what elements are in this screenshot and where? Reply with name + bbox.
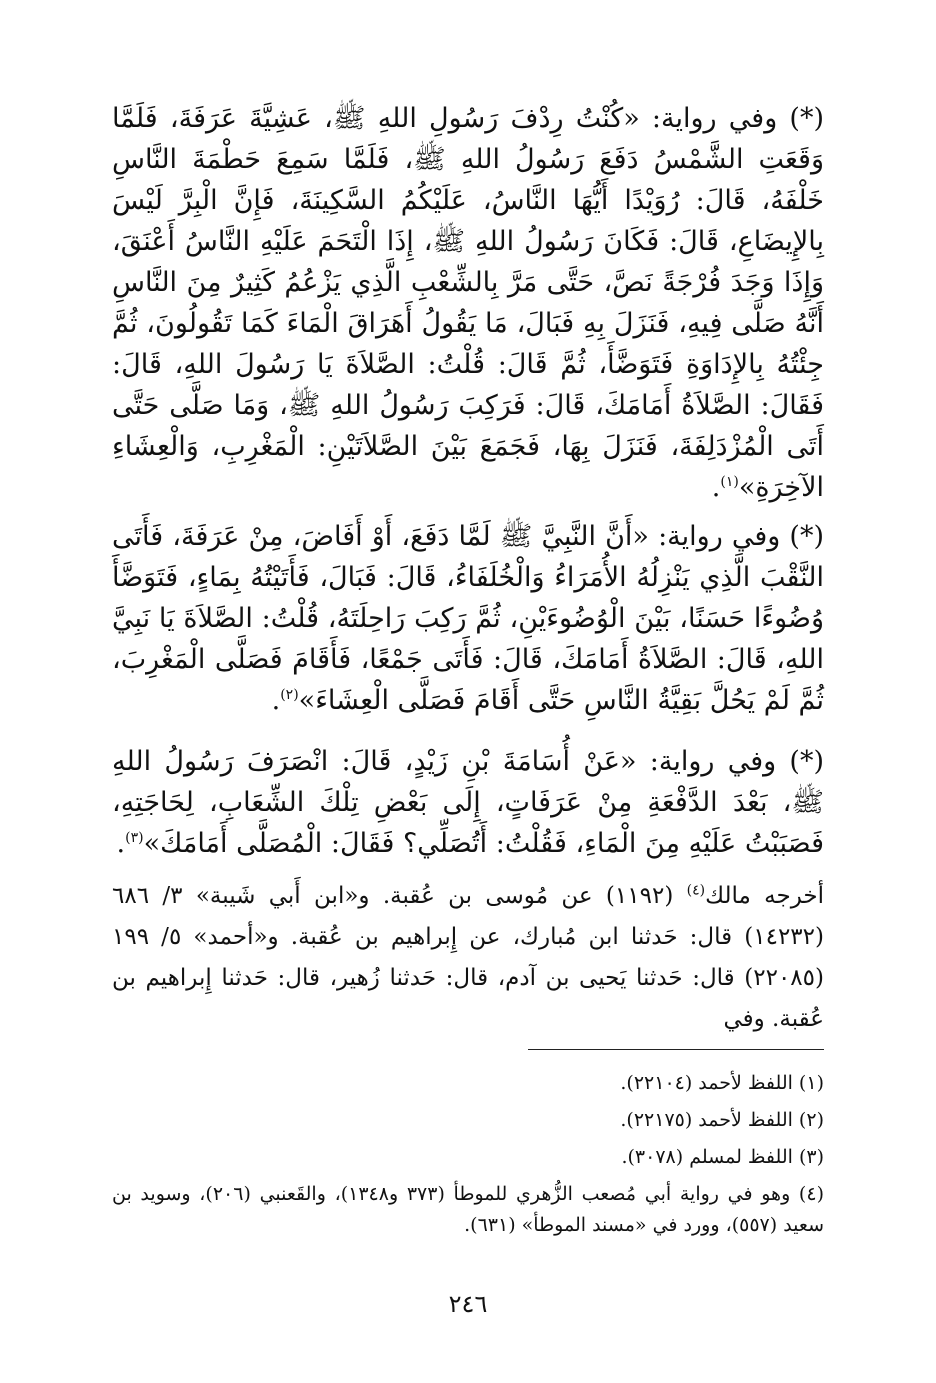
footnote-reference-3[interactable]: (٣) — [125, 830, 144, 846]
takhrij-text-rest: (١١٩٢) عن مُوسى بن عُقبة. و«ابن أَبي شَيبة» ٣/ ٦٨٦ (١٤٢٣٢) قال: حَدثنا ابن مُبارك، عن إِبراهيم بن عُقبة. و«أحمد» ٥/ ١٩٩ (٢٢٠٨٥) قال: حَدثنا يَحيى بن آدم، قال: حَدثنا زُهير، قال: حَدثنا إِبراهيم بن عُقبة. وفي — [112, 883, 824, 1032]
takhrij-paragraph — [112, 876, 824, 1040]
page-number: ٢٤٦ — [448, 1290, 488, 1318]
narration-text: (*) وفي رواية: «كُنْتُ رِدْفَ رَسُولِ اللهِ ﷺ، عَشِيَّةَ عَرَفَةَ، فَلَمَّا وَقَعَتِ الشَّمْسُ دَفَعَ رَسُولُ اللهِ ﷺ، فَلَمَّا سَمِعَ حَطْمَةَ النَّاسِ خَلْفَهُ، قَالَ: رُوَيْدًا أَيُّهَا النَّاسُ، عَلَيْكُمُ السَّكِينَةَ، فَإِنَّ الْبِرَّ لَيْسَ بِالإِيضَاعِ، قَالَ: فَكَانَ رَسُولُ اللهِ ﷺ، إِذَا الْتَحَمَ عَلَيْهِ النَّاسُ أَعْنَقَ، وَإِذَا وَجَدَ فُرْجَةً نَصَّ، حَتَّى مَرَّ بِالشِّعْبِ الَّذِي يَزْعُمُ كَثِيرٌ مِنَ النَّاسِ أَنَّهُ صَلَّى فِيهِ، فَنَزَلَ بِهِ فَبَالَ، مَا يَقُولُ أَهَرَاقَ الْمَاءَ كَمَا تَقُولُونَ، ثُمَّ جِئْتُهُ بِالإِدَاوَةِ فَتَوَضَّأَ، ثُمَّ قَالَ: قُلْتُ: الصَّلاَةَ يَا رَسُولَ اللهِ، قَالَ: فَقَالَ: الصَّلاَةُ أَمَامَكَ، قَالَ: فَرَكِبَ رَسُولُ اللهِ ﷺ، وَمَا صَلَّى حَتَّى أَتَى الْمُزْدَلِفَةَ، فَنَزَلَ بِهَا، فَجَمَعَ بَيْنَ الصَّلاَتَيْنِ: الْمَغْرِبِ، وَالْعِشَاءِ الآخِرَةِ» — [112, 103, 824, 503]
narration-paragraph-2: (*) وفي رواية: «أَنَّ النَّبِيَّ ﷺ لَمَّا دَفَعَ، أَوْ أَفَاضَ، مِنْ عَرَفَةَ، فَأَتَى النَّقْبَ الَّذِي يَنْزِلُهُ الأُمَرَاءُ وَالْخُلَفَاءُ، قَالَ: فَبَالَ، فَأَتَيْتُهُ بِمَاءٍ، فَتَوَضَّأَ وُضُوءًا حَسَنًا، بَيْنَ الْوُضُوءَيْنِ، ثُمَّ رَكِبَ رَاحِلَتَهُ، قُلْتُ: الصَّلاَةَ يَا نَبِيَّ اللهِ، قَالَ: الصَّلاَةُ أَمَامَكَ، قَالَ: فَأَتَى جَمْعًا، فَأَقَامَ فَصَلَّى الْمَغْرِبَ، ثُمَّ لَمْ يَحُلَّ بَقِيَّةُ النَّاسِ حَتَّى أَقَامَ فَصَلَّى الْعِشَاءَ»$^{(٢)}$. — [112, 521, 824, 716]
footnote-reference-1[interactable]: (١) — [720, 474, 739, 490]
footnote-2: (٢) اللفظ لأحمد (٢٢١٧٥). — [620, 1109, 824, 1131]
narration-paragraph-3: (*) وفي رواية: «عَنْ أُسَامَةَ بْنِ زَيْدٍ، قَالَ: انْصَرَفَ رَسُولُ اللهِ ﷺ، بَعْدَ الدَّفْعَةِ مِنْ عَرَفَاتٍ، إِلَى بَعْضِ تِلْكَ الشِّعَابِ، لِحَاجَتِهِ، فَصَبَبْتُ عَلَيْهِ مِنَ الْمَاءِ، فَقُلْتُ: أَتُصَلِّي؟ فَقَالَ: الْمُصَلَّى أَمَامَكَ»$^{(٣)}$. — [112, 746, 824, 859]
narration-text: (*) وفي رواية: «أَنَّ النَّبِيَّ ﷺ لَمَّا دَفَعَ، أَوْ أَفَاضَ، مِنْ عَرَفَةَ، فَأَتَى النَّقْبَ الَّذِي يَنْزِلُهُ الأُمَرَاءُ وَالْخُلَفَاءُ، قَالَ: فَبَالَ، فَأَتَيْتُهُ بِمَاءٍ، فَتَوَضَّأَ وُضُوءًا حَسَنًا، بَيْنَ الْوُضُوءَيْنِ، ثُمَّ رَكِبَ رَاحِلَتَهُ، قُلْتُ: الصَّلاَةَ يَا نَبِيَّ اللهِ، قَالَ: الصَّلاَةُ أَمَامَكَ، قَالَ: فَأَتَى جَمْعًا، فَأَقَامَ فَصَلَّى الْمَغْرِبَ، ثُمَّ لَمْ يَحُلَّ بَقِيَّةُ النَّاسِ حَتَّى أَقَامَ فَصَلَّى الْعِشَاءَ» — [112, 521, 824, 716]
footnote-separator — [528, 1049, 824, 1050]
footnote-1: (١) اللفظ لأحمد (٢٢١٠٤). — [620, 1072, 824, 1094]
narration-paragraph-1: (*) وفي رواية: «كُنْتُ رِدْفَ رَسُولِ اللهِ ﷺ، عَشِيَّةَ عَرَفَةَ، فَلَمَّا وَقَعَتِ الشَّمْسُ دَفَعَ رَسُولُ اللهِ ﷺ، فَلَمَّا سَمِعَ حَطْمَةَ النَّاسِ خَلْفَهُ، قَالَ: رُوَيْدًا أَيُّهَا النَّاسُ، عَلَيْكُمُ السَّكِينَةَ، فَإِنَّ الْبِرَّ لَيْسَ بِالإِيضَاعِ، قَالَ: فَكَانَ رَسُولُ اللهِ ﷺ، إِذَا الْتَحَمَ عَلَيْهِ النَّاسُ أَعْنَقَ، وَإِذَا وَجَدَ فُرْجَةً نَصَّ، حَتَّى مَرَّ بِالشِّعْبِ الَّذِي يَزْعُمُ كَثِيرٌ مِنَ النَّاسِ أَنَّهُ صَلَّى فِيهِ، فَنَزَلَ بِهِ فَبَالَ، مَا يَقُولُ أَهَرَاقَ الْمَاءَ كَمَا تَقُولُونَ، ثُمَّ جِئْتُهُ بِالإِدَاوَةِ فَتَوَضَّأَ، ثُمَّ قَالَ: قُلْتُ: الصَّلاَةَ يَا رَسُولَ اللهِ، قَالَ: فَقَالَ: الصَّلاَةُ أَمَامَكَ، قَالَ: فَرَكِبَ رَسُولُ اللهِ ﷺ، وَمَا صَلَّى حَتَّى أَتَى الْمُزْدَلِفَةَ، فَنَزَلَ بِهَا، فَجَمَعَ بَيْنَ الصَّلاَتَيْنِ: الْمَغْرِبِ، وَالْعِشَاءِ الآخِرَةِ»$^{(١)}$. — [112, 103, 824, 503]
narration-text: (*) وفي رواية: «عَنْ أُسَامَةَ بْنِ زَيْدٍ، قَالَ: انْصَرَفَ رَسُولُ اللهِ ﷺ، بَعْدَ الدَّفْعَةِ مِنْ عَرَفَاتٍ، إِلَى بَعْضِ تِلْكَ الشِّعَابِ، لِحَاجَتِهِ، فَصَبَبْتُ عَلَيْهِ مِنَ الْمَاءِ، فَقُلْتُ: أَتُصَلِّي؟ فَقَالَ: الْمُصَلَّى أَمَامَكَ» — [112, 746, 824, 859]
footnote-reference-2[interactable]: (٢) — [280, 687, 299, 703]
footnote-4: (٤) وهو في رواية أبي مُصعب الزُّهري للموطأ (٣٧٣ و١٣٤٨)، والقَعنبي (٢٠٦)، وسويد بن سعيد (٥٥٧)، وورد في «مسند الموطأ» (٦٣١). — [112, 1183, 824, 1236]
footnotes-section — [112, 1068, 824, 1247]
footnote-reference-4[interactable]: (٤) — [686, 882, 706, 899]
footnote-3: (٣) اللفظ لمسلم (٣٠٧٨). — [621, 1146, 824, 1168]
main-text — [112, 98, 824, 1040]
takhrij-text-start: أخرجه مالك — [705, 883, 824, 909]
